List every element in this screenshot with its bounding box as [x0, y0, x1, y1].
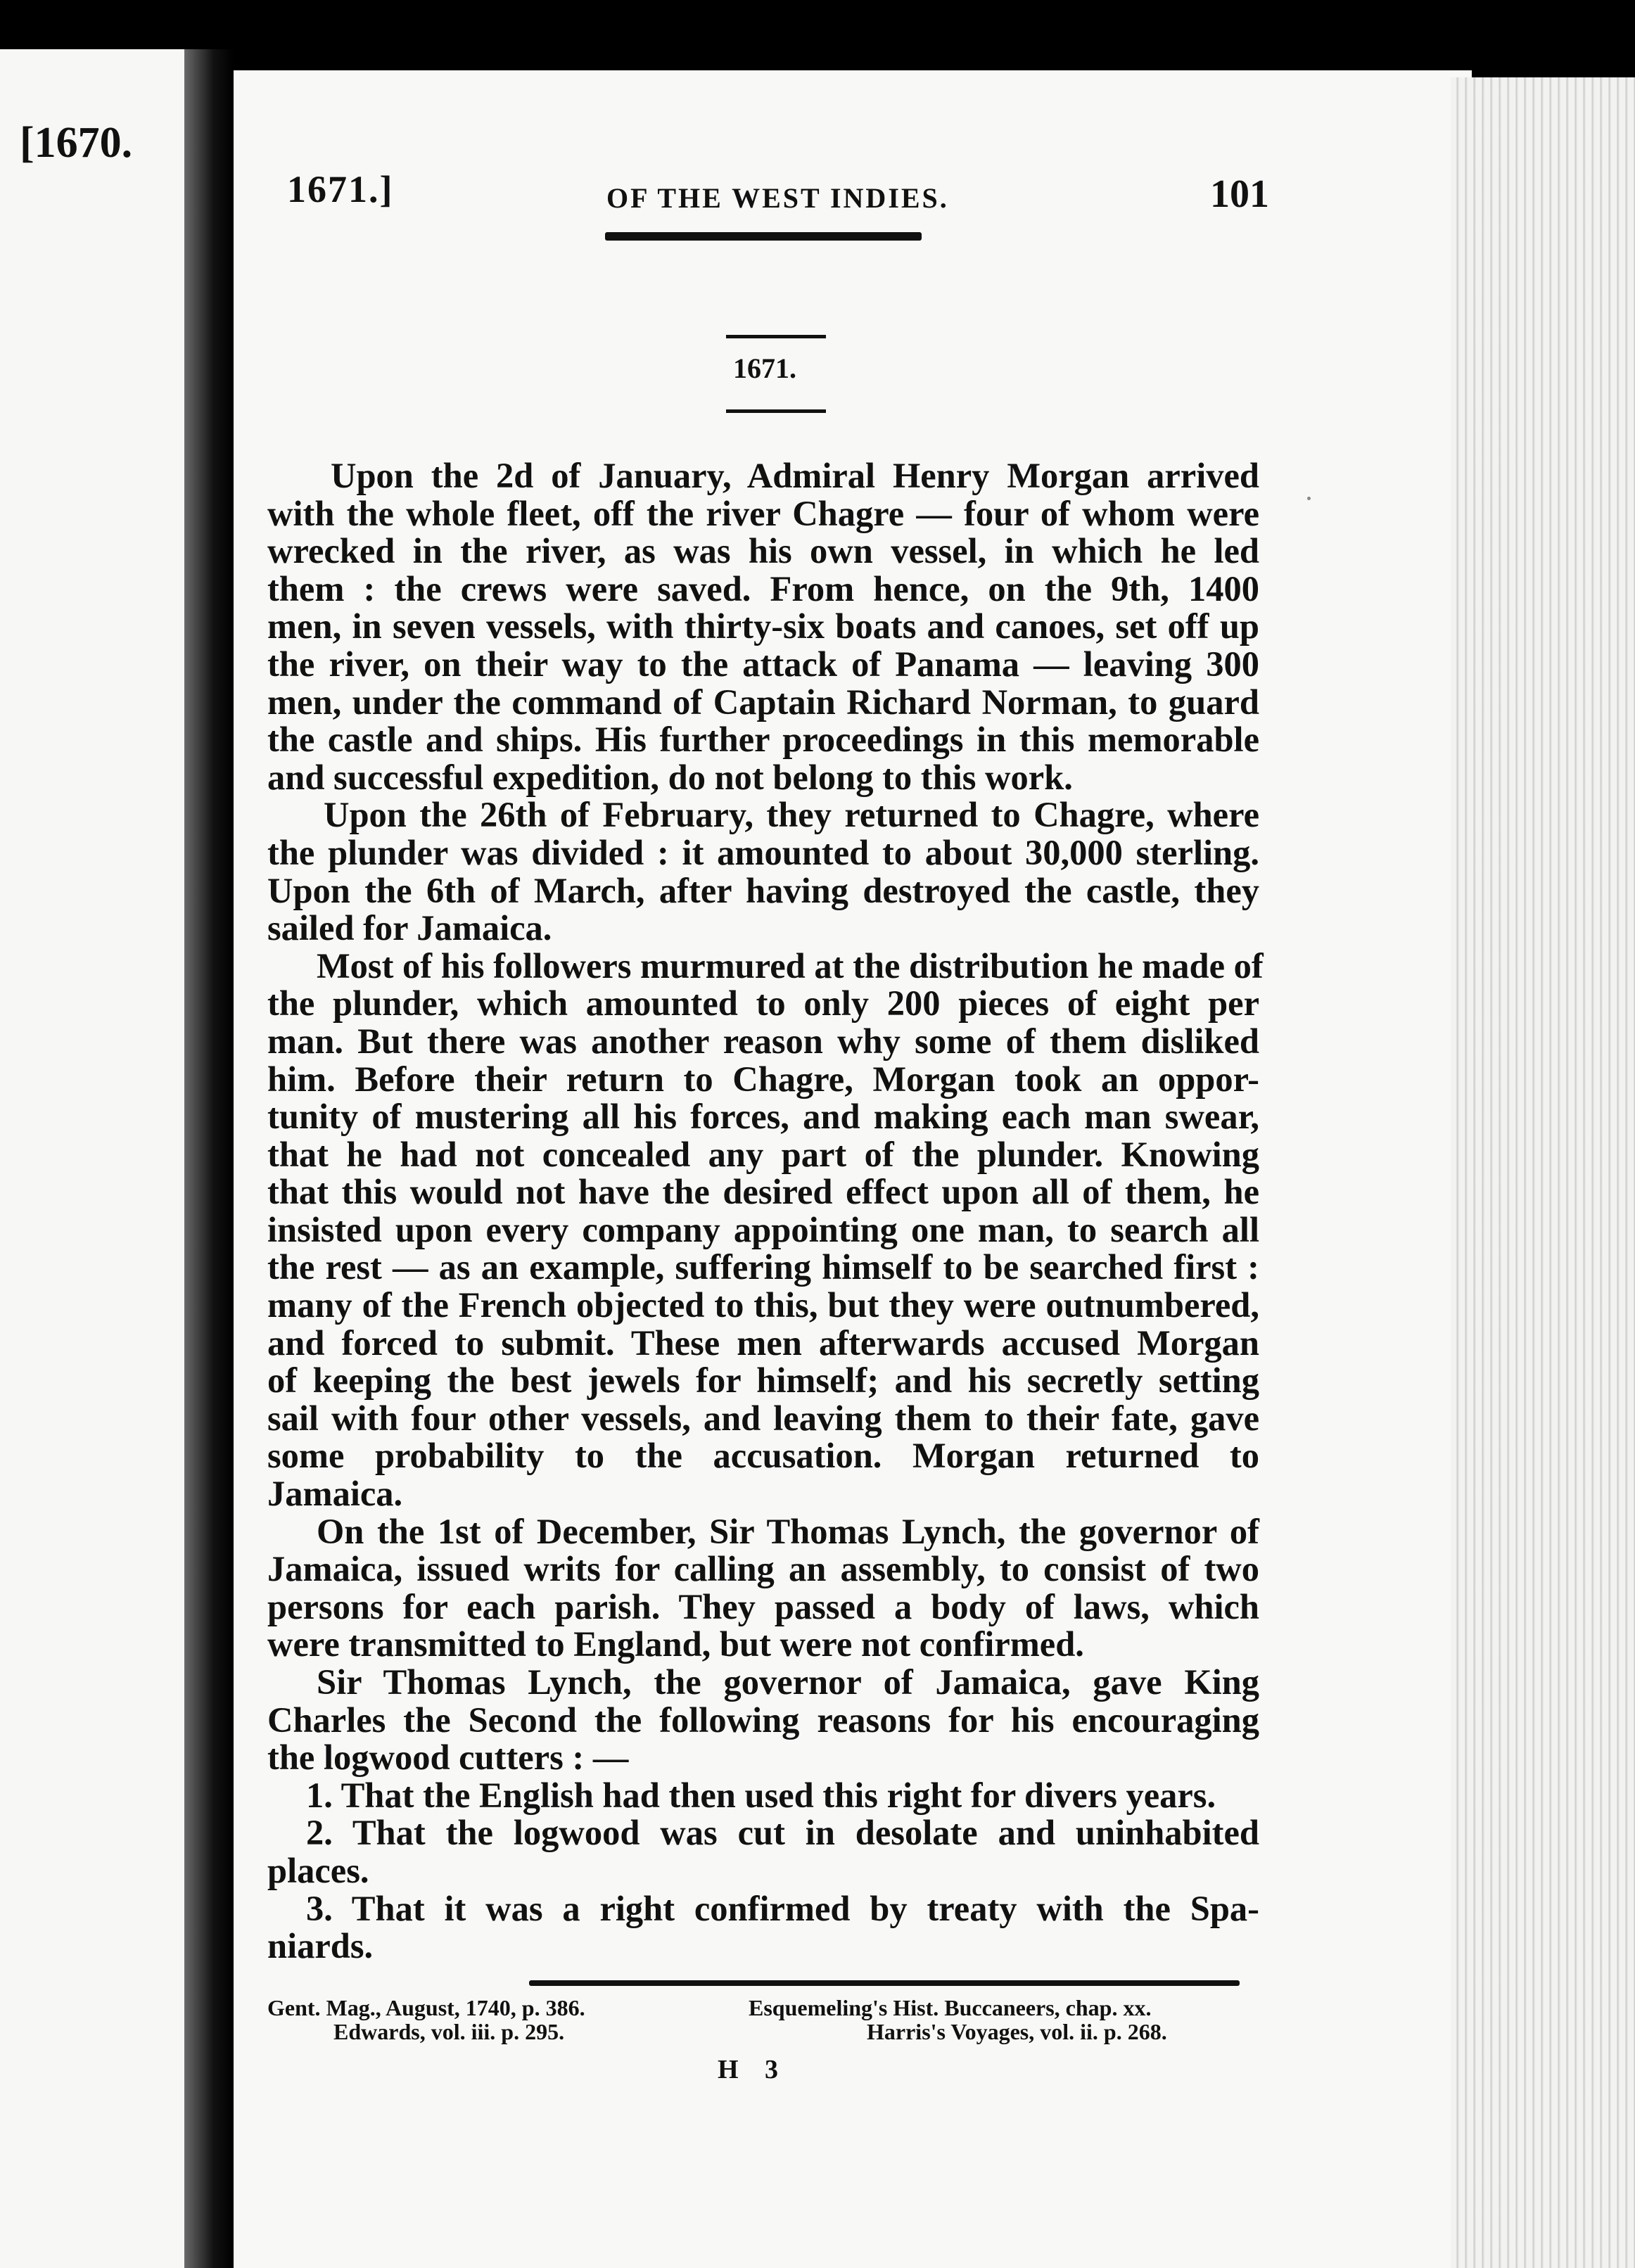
body-line: persons for each parish. They passed a body of laws, which [267, 1586, 1259, 1626]
body-line: Jamaica, issued writs for calling an assembly, to consist of two [267, 1549, 1259, 1589]
body-line: men, under the command of Captain Richard Norman, to guard [267, 682, 1259, 722]
body-line: Most of his followers murmured at the distribution he made of [317, 945, 1264, 986]
signature-mark: H 3 [718, 2055, 789, 2084]
ink-speck [1307, 497, 1311, 500]
body-line: niards. [267, 1926, 374, 1966]
body-line: Upon the 26th of February, they returned to Chagre, where [324, 795, 1259, 835]
body-line: Jamaica. [267, 1474, 403, 1514]
page-edges [1451, 77, 1635, 2268]
running-header-year: 1671.] [287, 168, 394, 210]
body-line: that this would not have the desired effect upon all of them, he [267, 1172, 1259, 1212]
body-line: insisted upon every company appointing one man, to search all [267, 1209, 1259, 1249]
body-line: of keeping the best jewels for himself; and his secretly setting [267, 1361, 1259, 1401]
body-line: Upon the 2d of January, Admiral Henry Morgan arrived [331, 456, 1259, 495]
page-number: 101 [1210, 172, 1269, 216]
body-line: sail with four other vessels, and leaving them to their fate, gave [267, 1398, 1259, 1438]
left-page [0, 49, 191, 2268]
body-line: tunity of mustering all his forces, and making each man swear, [267, 1097, 1259, 1137]
body-line: sailed for Jamaica. [267, 908, 552, 948]
body-line: the rest — as an example, suffering himself to be searched first : [267, 1247, 1259, 1287]
body-line: men, in seven vessels, with thirty-six boats and canoes, set off up [267, 606, 1259, 646]
left-page-header: [1670. [20, 119, 133, 167]
body-line: some probability to the accusation. Morgan returned to [267, 1436, 1259, 1476]
body-line: the logwood cutters : — [267, 1738, 629, 1778]
section-heading: 1671. [733, 352, 796, 384]
header-rule [605, 232, 922, 241]
running-header-title: OF THE WEST INDIES. [606, 182, 949, 214]
footnote-rule [529, 1980, 1240, 1986]
footnote-left-1: Gent. Mag., August, 1740, p. 386. [267, 1995, 585, 2020]
body-text [267, 456, 1264, 1966]
body-line: with the whole fleet, off the river Chagre — four of whom were [267, 493, 1259, 533]
body-line: the castle and ships. His further proceedings in this memorable [267, 720, 1259, 760]
body-line: 1. That the English had then used this right for divers years. [306, 1775, 1216, 1815]
body-line: Sir Thomas Lynch, the governor of Jamaica, gave King [317, 1662, 1259, 1702]
gutter-shadow [184, 49, 234, 2268]
body-line: 2. That the logwood was cut in desolate and uninhabited [306, 1813, 1259, 1853]
body-line: On the 1st of December, Sir Thomas Lynch, the governor of [317, 1511, 1259, 1551]
body-line: them : the crews were saved. From hence, on the 9th, 1400 [267, 568, 1259, 609]
body-line: that he had not concealed any part of the plunder. Knowing [267, 1134, 1259, 1174]
body-line: wrecked in the river, as was his own vessel, in which he led [267, 531, 1259, 571]
body-line: Charles the Second the following reasons for his encouraging [267, 1700, 1259, 1740]
body-line: the river, on their way to the attack of Panama — leaving 300 [267, 644, 1259, 684]
body-line: him. Before their return to Chagre, Morgan took an oppor- [267, 1059, 1259, 1099]
body-line: and forced to submit. These men afterwards accused Morgan [267, 1323, 1259, 1363]
heading-rule-top [726, 335, 826, 338]
body-line: the plunder was divided : it amounted to about 30,000 sterling. [267, 832, 1259, 872]
body-line: 3. That it was a right confirmed by treaty with the Spa- [306, 1888, 1259, 1928]
heading-rule-bottom [726, 409, 826, 413]
body-line: the plunder, which amounted to only 200 pieces of eight per [267, 983, 1259, 1024]
footnote-right-1: Esquemeling's Hist. Buccaneers, chap. xx. [749, 1995, 1152, 2020]
body-line: many of the French objected to this, but they were outnumbered, [267, 1285, 1259, 1325]
body-line: Upon the 6th of March, after having destroyed the castle, they [267, 870, 1259, 910]
body-line: places. [267, 1850, 369, 1890]
footnote-left-2: Edwards, vol. iii. p. 295. [333, 2019, 565, 2044]
body-line: man. But there was another reason why some of them disliked [267, 1021, 1259, 1061]
body-line: and successful expedition, do not belong to this work. [267, 757, 1073, 797]
body-line: were transmitted to England, but were not confirmed. [267, 1624, 1084, 1664]
footnote-right-2: Harris's Voyages, vol. ii. p. 268. [867, 2019, 1167, 2044]
